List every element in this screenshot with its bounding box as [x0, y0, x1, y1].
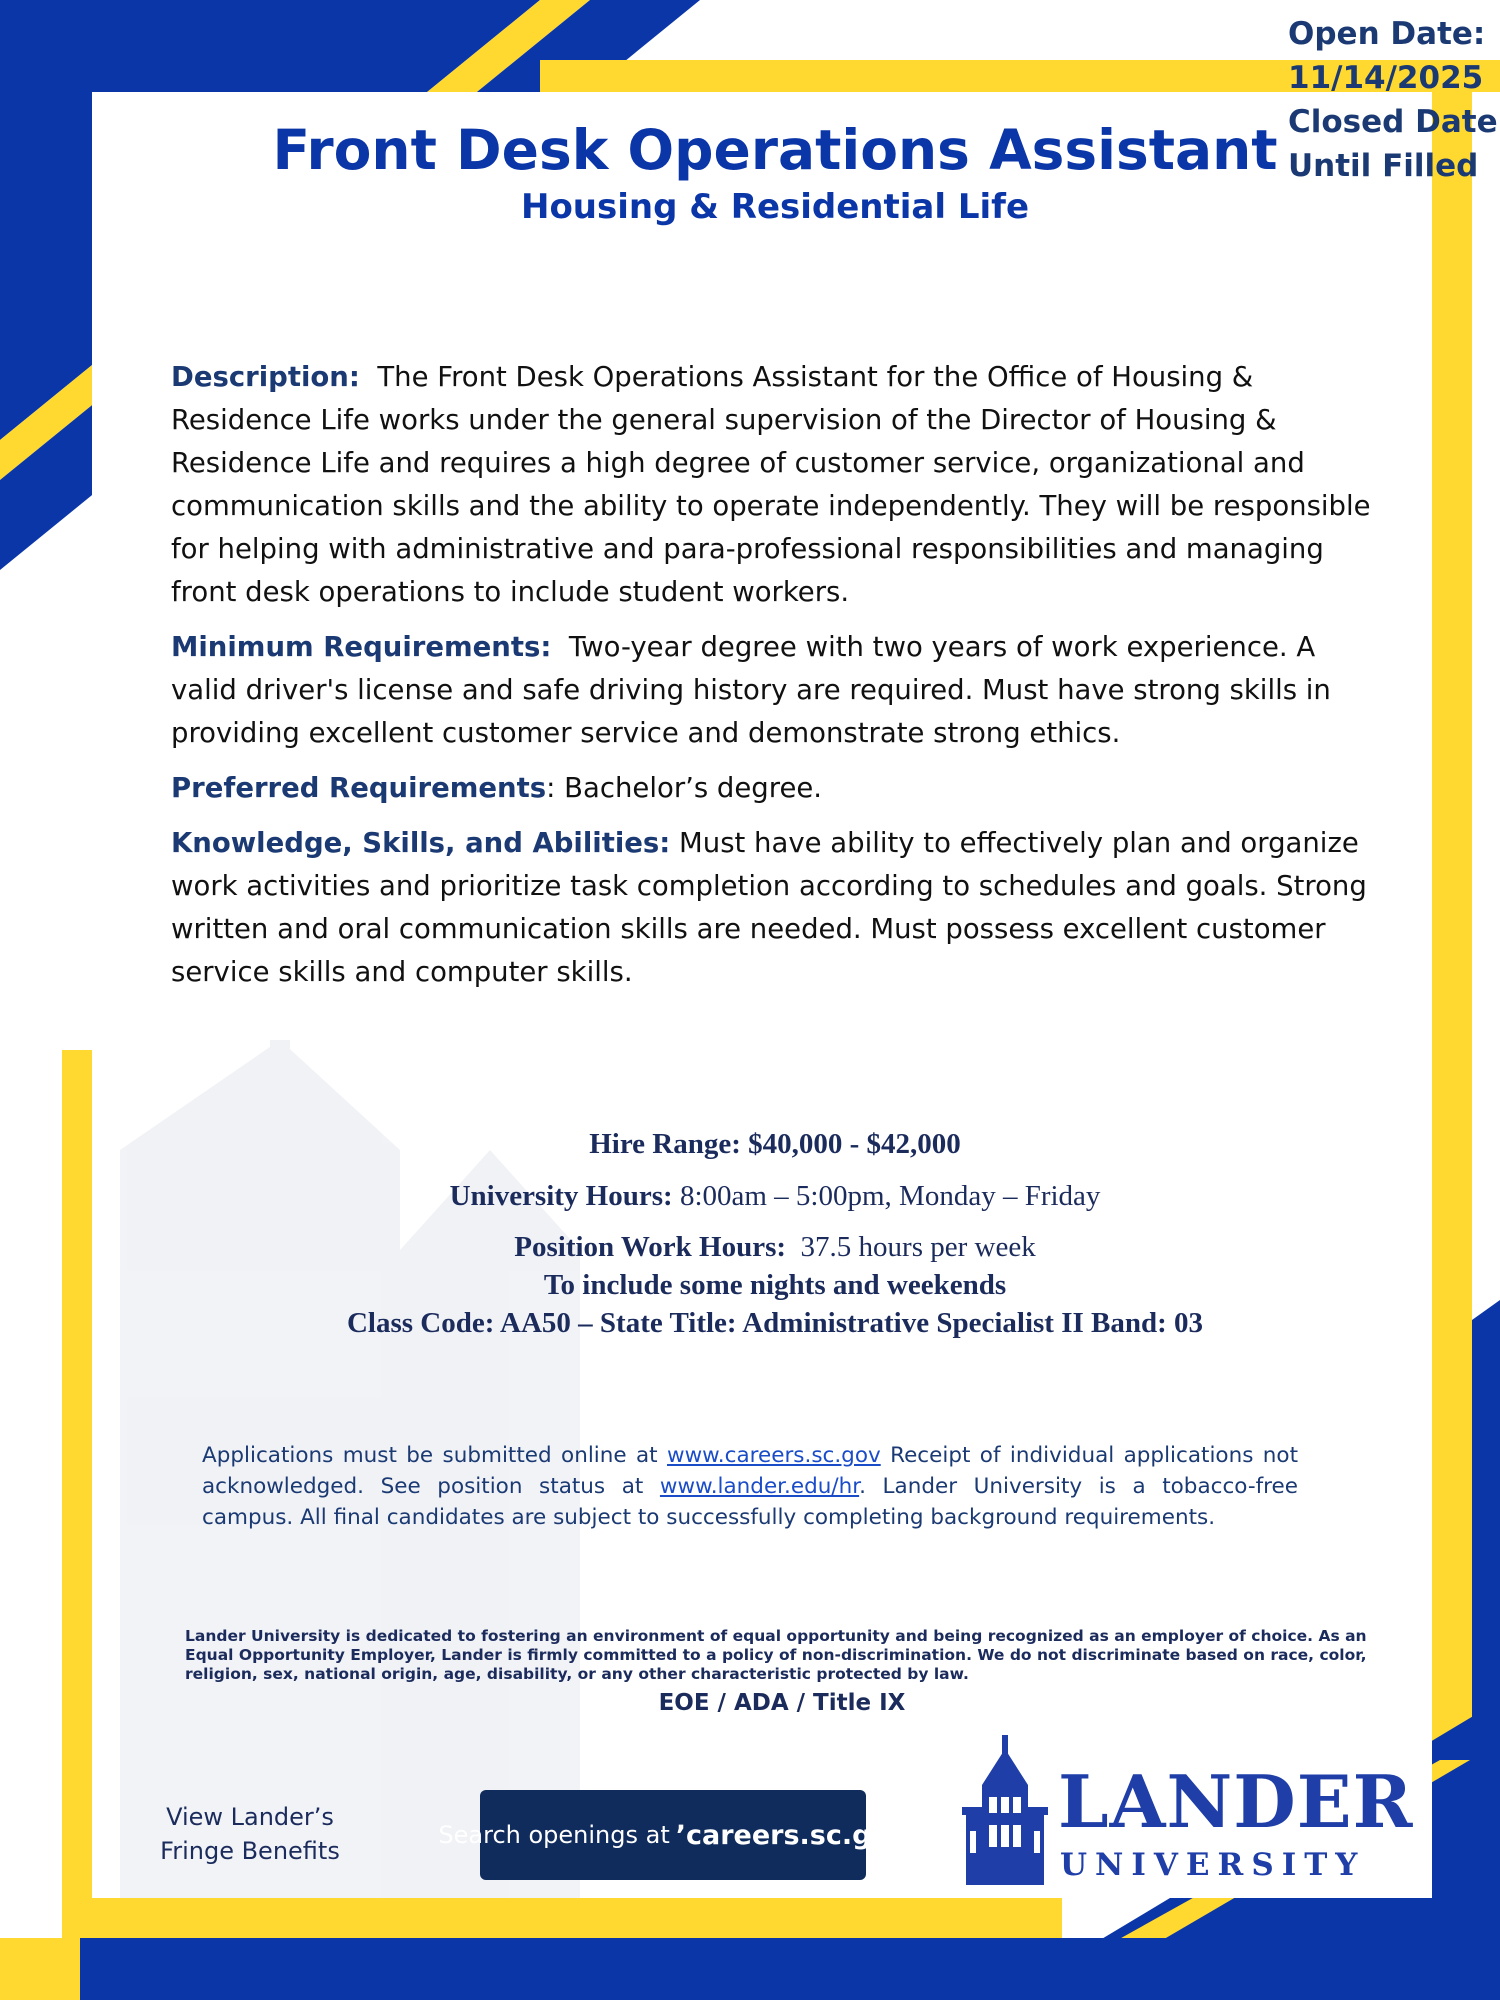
open-date-label: Open Date: [1288, 16, 1486, 52]
careers-link[interactable]: www.careers.sc.gov [667, 1443, 881, 1468]
preferred-requirements-label: Preferred Requirements [171, 772, 547, 804]
class-code: Class Code: AA50 – State Title: Administrative Specialist II Band: 03 [346, 1307, 1204, 1339]
job-details [171, 356, 1389, 1006]
preferred-requirements-text: : Bachelor’s degree. [546, 772, 823, 804]
application-text-3: . Lander University is a tobacco-free campus. All final candidates are subject to successfully completing background requirements. [202, 1474, 1298, 1530]
nights-weekends-row [0, 1266, 1500, 1304]
search-openings-label: Search openings at [438, 1821, 670, 1849]
minimum-requirements-section [171, 626, 1389, 755]
lander-hr-link[interactable]: www.lander.edu/hr [659, 1474, 860, 1499]
application-info [202, 1440, 1298, 1533]
ksa-text: Must have ability to effectively plan and organize work activities and prioritize task completion according to schedules and goals. Strong written and oral communication skills are needed. Must possess excellent customer service skills and computer skills. [171, 827, 1367, 988]
search-openings-button[interactable] [438, 1790, 908, 1880]
logo-subtitle: UNIVERSITY [1060, 1847, 1366, 1883]
nights-weekends: To include some nights and weekends [543, 1269, 1007, 1301]
closed-date-label: Closed Date [1288, 104, 1498, 140]
class-code-row [0, 1304, 1500, 1342]
logo-wordmark: LANDER [1058, 1759, 1414, 1844]
university-hours-label: University Hours: [449, 1180, 673, 1212]
description-label: Description: [171, 361, 360, 393]
open-date: 11/14/2025 [1288, 60, 1484, 96]
position-terms [0, 1122, 1500, 1342]
description-text: The Front Desk Operations Assistant for the Office of Housing & Residence Life works under the general supervision of the Director of Housing & Residence Life and requires a high degree of customer service, organizational and communication skills and the ability to operate independently. They will be responsible for helping with administrative and para-professional responsibilities and managing front desk operations to include student workers. [171, 361, 1371, 608]
department-name: Housing & Residential Life [520, 187, 1030, 227]
hire-range: Hire Range: $40,000 - $42,000 [589, 1128, 961, 1160]
quote-mark-icon: ʼ [675, 1819, 686, 1851]
description-section [171, 356, 1389, 614]
careers-site-label [676, 1820, 908, 1851]
minimum-requirements-text: Two-year degree with two years of work experience. A valid driver's license and safe driving history are required. Must have strong skills in providing excellent customer service and demonstrate strong ethics. [171, 631, 1331, 749]
university-hours: 8:00am – 5:00pm, Monday – Friday [679, 1180, 1101, 1212]
closed-date: Until Filled [1288, 148, 1479, 184]
eoe-statement: Lander University is dedicated to fostering an environment of equal opportunity and being recognized as an employer of choice. As an Equal Opportunity Employer, Lander is firmly committed to a policy of non-discrimination. We do not discriminate based on race, color, religion, sex, national origin, age, disability, or any other characteristic protected by law. [185, 1627, 1367, 1683]
ksa-label: Knowledge, Skills, and Abilities: [171, 827, 671, 859]
work-hours: 37.5 hours per week [800, 1231, 1036, 1263]
eoe-tagline: EOE / ADA / Title IX [658, 1690, 906, 1716]
careers-site-text: careers.sc.gov [686, 1819, 908, 1851]
minimum-requirements-label: Minimum Requirements: [171, 631, 552, 663]
fringe-line-1: View Lander’s [166, 1803, 334, 1831]
job-title: Front Desk Operations Assistant [272, 118, 1278, 182]
application-text-2: Receipt of individual applications not acknowledged. See position status at [202, 1443, 1298, 1499]
work-hours-row [0, 1228, 1500, 1266]
preferred-requirements-section [171, 767, 1389, 810]
ksa-section [171, 822, 1389, 994]
fringe-benefits-link[interactable] [150, 1800, 350, 1868]
fringe-line-2: Fringe Benefits [160, 1837, 340, 1865]
hire-range-row [0, 1122, 1500, 1166]
work-hours-label: Position Work Hours: [514, 1231, 787, 1263]
university-hours-row [0, 1174, 1500, 1218]
application-text-1: Applications must be submitted online at [202, 1443, 658, 1468]
